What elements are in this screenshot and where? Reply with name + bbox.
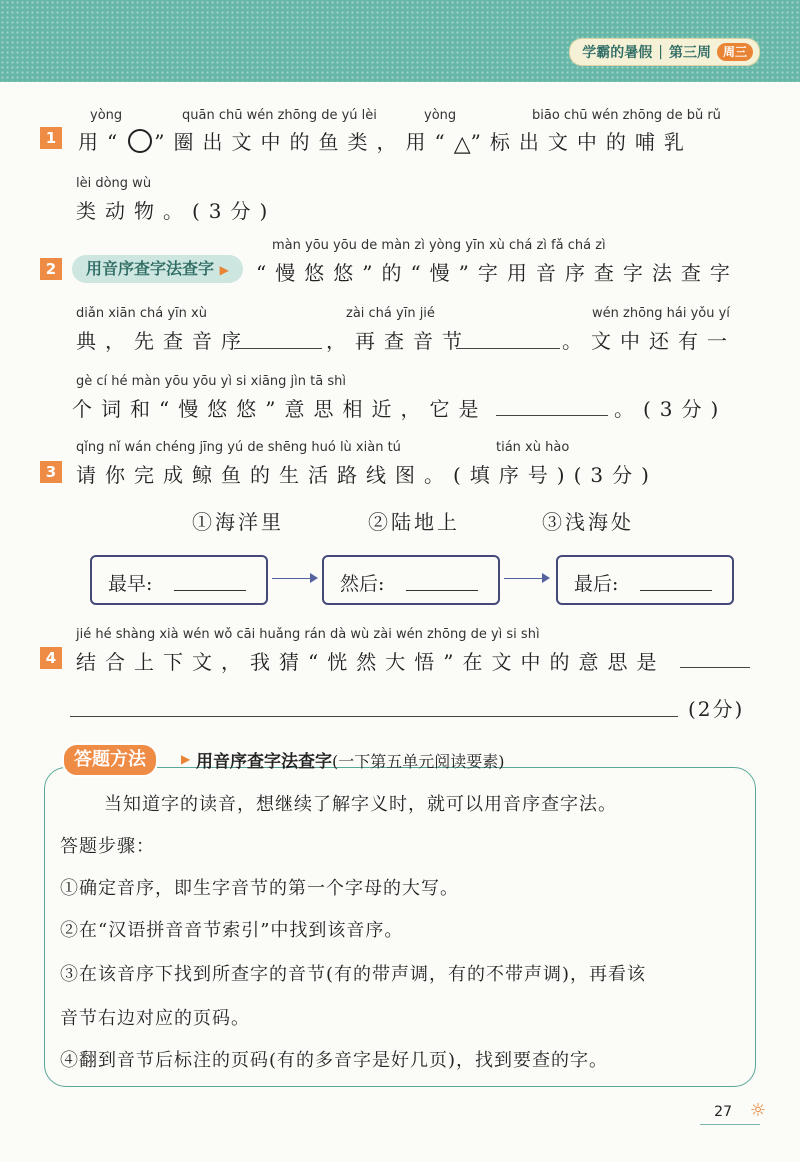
method-pill: 答题方法 <box>62 743 158 777</box>
q2-pinyin-2b: zài chá yīn jié <box>346 306 435 321</box>
q1-text-1b: ”圈出文中的鱼类，用“ <box>154 130 454 154</box>
method-steps-label: 答题步骤： <box>60 836 155 857</box>
method-title <box>196 747 505 772</box>
q4-text-line1: 结合上下文，我猜“恍然大悟”在文中的意思是 <box>76 650 666 674</box>
q4-blank-2[interactable] <box>70 716 678 717</box>
q3-option-1: ①海洋里 <box>192 510 284 534</box>
q2-pinyin-1: màn yōu yōu de màn zì yòng yīn xù chá zì fǎ chá zì <box>272 238 606 253</box>
route-box-last-label: 最后: <box>574 573 619 595</box>
method-step-1: ①确定音序，即生字音节的第一个字母的大写。 <box>60 878 459 899</box>
q2-text-3a: 个词和“慢悠悠”意思相近，它是 <box>72 397 488 421</box>
method-arrow-icon: ▶ <box>181 752 191 766</box>
q2-text-2b: ，再查音节 <box>326 329 471 353</box>
q2-blank-yinjie[interactable] <box>456 348 560 349</box>
route-box-first-label: 最早: <box>108 573 153 595</box>
day-badge: 周三 <box>717 43 753 61</box>
method-step-3b: 音节右边对应的页码。 <box>60 1008 250 1029</box>
route-arrow-2 <box>504 578 548 579</box>
route-box-last-blank[interactable] <box>640 590 712 591</box>
method-title-main: 用音序查字法查字 <box>196 752 332 772</box>
q2-blank-synonym[interactable] <box>496 415 608 416</box>
q2-text-2c: 。文中还有一 <box>562 329 736 353</box>
route-box-then <box>322 555 500 605</box>
triangle-mark-icon: △ <box>453 132 471 157</box>
route-box-first-blank[interactable] <box>174 590 246 591</box>
method-title-note: (一下第五单元阅读要素) <box>332 752 505 771</box>
q1-text-line2: 类动物。(3分) <box>76 199 277 223</box>
q2-pinyin-2c: wén zhōng hái yǒu yí <box>592 306 730 321</box>
page-number-rule <box>700 1124 760 1125</box>
q3-option-3: ③浅海处 <box>542 510 634 534</box>
week-label: 第三周 <box>668 45 711 61</box>
q4-score: (2分) <box>688 697 745 721</box>
pill-arrow-icon: ▶ <box>219 263 229 277</box>
circle-mark-icon <box>128 129 152 153</box>
q1-text-1c: ”标出文中的哺乳 <box>470 130 693 154</box>
question-number-1: 1 <box>40 127 62 149</box>
book-title: 学霸的暑假 <box>582 45 653 61</box>
q2-blank-yinxu[interactable] <box>234 348 322 349</box>
question-number-2: 2 <box>40 258 62 280</box>
method-step-4: ④翻到音节后标注的页码(有的多音字是好几页)，找到要查的字。 <box>60 1050 609 1071</box>
q1-pinyin-1c: yòng <box>424 108 457 123</box>
method-step-2: ②在“汉语拼音音节索引”中找到该音序。 <box>60 920 404 941</box>
q1-pinyin-1a: yòng <box>90 108 123 123</box>
route-arrow-1 <box>272 578 316 579</box>
q2-pinyin-2a: diǎn xiān chá yīn xù <box>76 306 207 321</box>
q1-pinyin-1d: biāo chū wén zhōng de bǔ rǔ <box>532 108 721 123</box>
question-number-3: 3 <box>40 461 62 483</box>
q1-text-line1 <box>78 126 693 157</box>
sun-icon: ☼ <box>749 1100 766 1121</box>
q2-text-line1: “慢悠悠”的“慢”字用音序查字法查字 <box>256 261 739 285</box>
q2-method-pill <box>72 255 243 283</box>
q1-pinyin-2: lèi dòng wù <box>76 176 152 191</box>
header-tag <box>569 38 760 66</box>
q2-text-3b: 。(3分) <box>614 397 728 421</box>
q1-pinyin-1b: quān chū wén zhōng de yú lèi <box>182 108 377 123</box>
q2-pill-label: 用音序查字法查字 <box>86 259 215 278</box>
q4-blank-1[interactable] <box>680 667 750 668</box>
method-intro: 当知道字的读音，想继续了解字义时，就可以用音序查字法。 <box>104 794 617 815</box>
q3-text-line1: 请你完成鲸鱼的生活路线图。(填序号)(3分) <box>76 463 658 487</box>
q3-pinyin-1b: tián xù hào <box>496 440 570 455</box>
q2-text-2a: 典，先查音序 <box>76 329 250 353</box>
header-separator: | <box>658 44 663 60</box>
q3-option-2: ②陆地上 <box>368 510 460 534</box>
route-box-then-label: 然后: <box>340 573 385 595</box>
method-step-3a: ③在该音序下找到所查字的音节(有的带声调，有的不带声调)，再看该 <box>60 964 647 985</box>
route-box-last <box>556 555 734 605</box>
q2-pinyin-3: gè cí hé màn yōu yōu yì si xiāng jìn tā shì <box>76 374 346 389</box>
page-number: 27 <box>714 1104 732 1120</box>
q3-pinyin-1a: qǐng nǐ wán chéng jīng yú de shēng huó lù xiàn tú <box>76 440 401 455</box>
question-number-4: 4 <box>40 647 62 669</box>
q1-text-1a: 用“ <box>78 130 127 154</box>
route-box-then-blank[interactable] <box>406 590 478 591</box>
route-box-first <box>90 555 268 605</box>
q4-pinyin-1: jié hé shàng xià wén wǒ cāi huǎng rán dà wù zài wén zhōng de yì si shì <box>76 627 540 642</box>
